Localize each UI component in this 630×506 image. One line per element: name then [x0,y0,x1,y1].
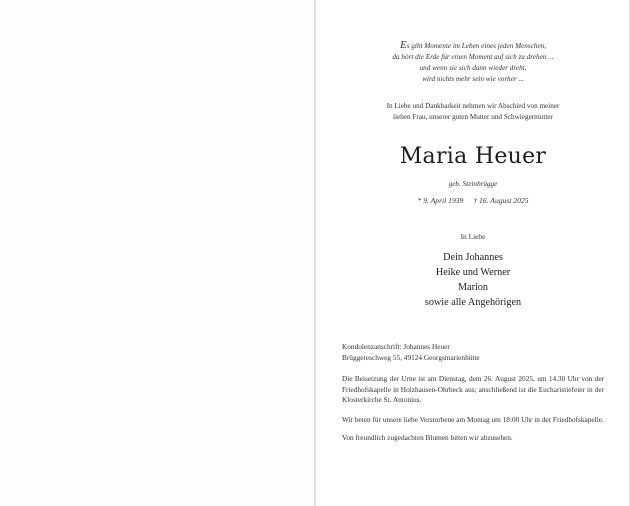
mourner-name: Marion [458,282,488,293]
condolence-address: Brüggereschweg 55, 49124 Georgsmarienhütte [342,352,480,362]
left-page-blank [0,0,314,506]
funeral-info [342,342,604,443]
quote-line-3: und wenn sie sich dann wieder dreht, [419,64,527,72]
condolence-label: Kondolenzanschrift: Johannes Heuer [342,342,450,351]
right-page [316,0,630,506]
mourner-name: Dein Johannes [443,252,503,263]
intro-line-2: lieben Frau, unserer guten Mutter und Schwiegermutter [393,113,553,121]
death-date: † 16. August 2025 [473,196,529,205]
mourner-name: Heike und Werner [435,267,511,278]
birth-date: * 9. April 1939 [417,196,464,205]
flowers-text: Von freundlich zugedachten Blumen bitten wir abzusehen. [342,432,513,442]
quote-line-1-rest: s gibt Momente im Leben eines jeden Menschen, [406,42,547,50]
birth-name: geb. Steinbrügge [448,180,498,188]
farewell-intro [316,101,630,123]
deceased-name: Maria Heuer [399,144,547,169]
mourners-list [316,250,630,310]
quote-line-4: wird nichts mehr sein wie vorher ... [422,75,524,83]
memorial-quote [316,40,630,85]
quote-initial: E [399,39,407,51]
life-dates [316,196,630,206]
prayer-text: Wir beten für unsere liebe Verstorbene am Montag um 18:00 Uhr in der Friedhofskapelle. [342,414,604,424]
mourner-name: sowie alle Angehörigen [424,297,522,308]
intro-line-1: In Liebe und Dankbarkeit nehmen wir Abschied von meiner [386,102,560,110]
funeral-text: Die Beisetzung der Urne ist am Dienstag, dem 26. August 2025, um 14.30 Uhr von der Friedhofskapelle in Holzhausen-Ohrbeck aus; anschließend ist die Eucharistiefeier in der Klosterkirche St. Antonius. [342,374,604,405]
quote-line-1 [316,40,630,52]
mourners-heading: In Liebe [460,232,486,241]
quote-line-2: da hört die Erde für einen Moment auf sich zu drehen ... [392,53,554,61]
